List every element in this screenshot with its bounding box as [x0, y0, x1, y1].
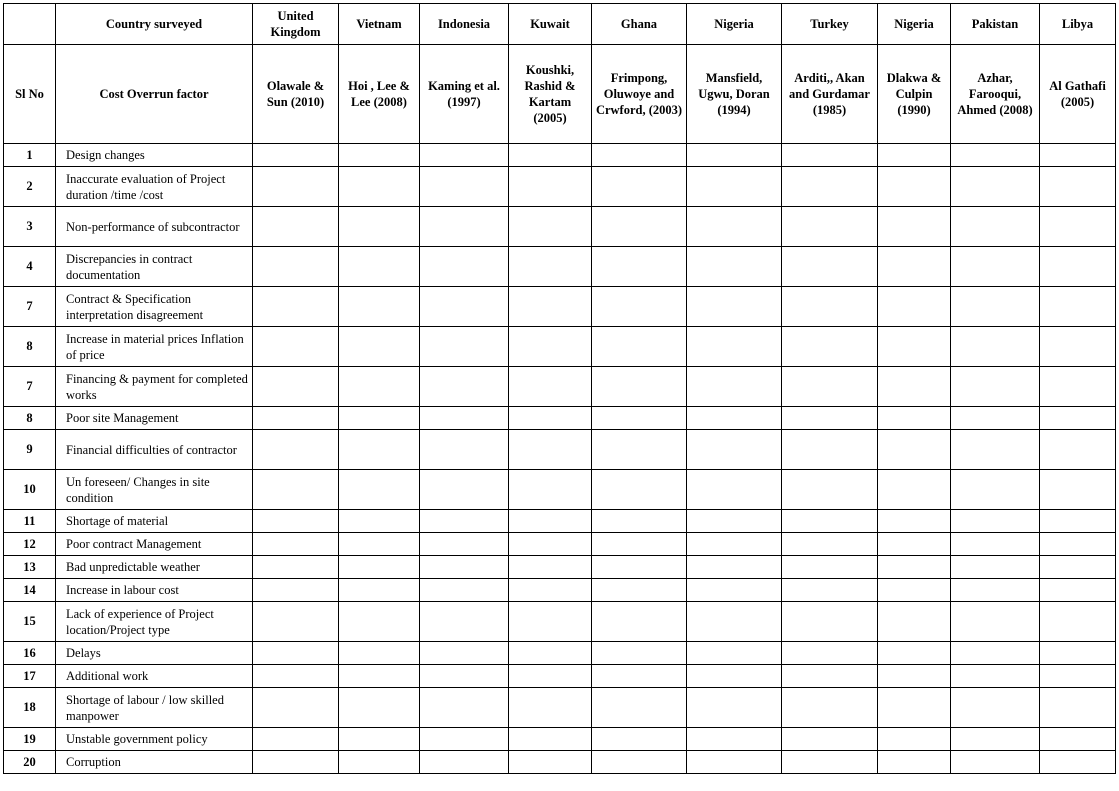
empty-cell — [687, 510, 782, 533]
factor-cell: Increase in material prices Inflation of price — [56, 327, 253, 367]
empty-cell — [420, 688, 509, 728]
country-header: Vietnam — [339, 4, 420, 45]
country-header: Indonesia — [420, 4, 509, 45]
empty-cell — [339, 287, 420, 327]
empty-cell — [1040, 510, 1116, 533]
empty-cell — [951, 327, 1040, 367]
empty-cell — [687, 688, 782, 728]
country-header: Ghana — [592, 4, 687, 45]
empty-cell — [509, 579, 592, 602]
empty-cell — [687, 287, 782, 327]
document-page — [3, 3, 1116, 774]
empty-cell — [592, 728, 687, 751]
empty-cell — [1040, 556, 1116, 579]
author-header: Frimpong, Oluwoye and Crwford, (2003) — [592, 45, 687, 144]
empty-cell — [253, 579, 339, 602]
factor-cell: Discrepancies in contract documentation — [56, 247, 253, 287]
empty-cell — [878, 688, 951, 728]
empty-cell — [687, 602, 782, 642]
empty-cell — [420, 602, 509, 642]
empty-cell — [878, 533, 951, 556]
empty-cell — [253, 327, 339, 367]
empty-cell — [253, 167, 339, 207]
author-header: Azhar, Farooqui, Ahmed (2008) — [951, 45, 1040, 144]
table-row — [4, 579, 1116, 602]
empty-cell — [687, 430, 782, 470]
empty-cell — [253, 247, 339, 287]
empty-cell — [687, 533, 782, 556]
table-row — [4, 287, 1116, 327]
row-number: 18 — [4, 688, 56, 728]
author-header: Kaming et al. (1997) — [420, 45, 509, 144]
row-number: 3 — [4, 207, 56, 247]
row-number: 1 — [4, 144, 56, 167]
empty-cell — [253, 207, 339, 247]
factor-cell: Poor contract Management — [56, 533, 253, 556]
empty-cell — [509, 470, 592, 510]
empty-cell — [420, 470, 509, 510]
empty-cell — [782, 533, 878, 556]
factor-cell: Non-performance of subcontractor — [56, 207, 253, 247]
empty-cell — [592, 367, 687, 407]
row-number: 13 — [4, 556, 56, 579]
empty-cell — [339, 144, 420, 167]
factor-cell: Shortage of material — [56, 510, 253, 533]
empty-cell — [687, 728, 782, 751]
table-row — [4, 642, 1116, 665]
empty-cell — [339, 247, 420, 287]
empty-cell — [878, 751, 951, 774]
country-header: Turkey — [782, 4, 878, 45]
empty-cell — [782, 167, 878, 207]
factor-cell: Inaccurate evaluation of Project duration /time /cost — [56, 167, 253, 207]
empty-cell — [509, 327, 592, 367]
empty-cell — [878, 367, 951, 407]
empty-cell — [339, 367, 420, 407]
empty-cell — [1040, 247, 1116, 287]
empty-cell — [951, 430, 1040, 470]
empty-cell — [687, 407, 782, 430]
empty-cell — [339, 167, 420, 207]
table-row — [4, 247, 1116, 287]
table-row — [4, 207, 1116, 247]
empty-cell — [420, 510, 509, 533]
country-header-row — [4, 4, 1116, 45]
author-header: Mansfield, Ugwu, Doran (1994) — [687, 45, 782, 144]
empty-cell — [878, 728, 951, 751]
author-header: Olawale & Sun (2010) — [253, 45, 339, 144]
empty-cell — [420, 556, 509, 579]
empty-cell — [592, 688, 687, 728]
empty-cell — [509, 602, 592, 642]
empty-cell — [951, 642, 1040, 665]
blank-header-cell — [4, 4, 56, 45]
empty-cell — [878, 287, 951, 327]
empty-cell — [509, 751, 592, 774]
empty-cell — [687, 556, 782, 579]
empty-cell — [592, 247, 687, 287]
table-row — [4, 144, 1116, 167]
empty-cell — [253, 470, 339, 510]
empty-cell — [878, 470, 951, 510]
empty-cell — [1040, 728, 1116, 751]
empty-cell — [878, 327, 951, 367]
empty-cell — [420, 407, 509, 430]
empty-cell — [782, 665, 878, 688]
factor-cell: Corruption — [56, 751, 253, 774]
table-row — [4, 167, 1116, 207]
empty-cell — [339, 642, 420, 665]
row-number: 15 — [4, 602, 56, 642]
empty-cell — [592, 533, 687, 556]
empty-cell — [253, 556, 339, 579]
author-header-row — [4, 45, 1116, 144]
row-number: 20 — [4, 751, 56, 774]
empty-cell — [1040, 287, 1116, 327]
empty-cell — [253, 602, 339, 642]
empty-cell — [782, 327, 878, 367]
empty-cell — [339, 510, 420, 533]
empty-cell — [592, 167, 687, 207]
empty-cell — [1040, 327, 1116, 367]
empty-cell — [878, 602, 951, 642]
empty-cell — [1040, 579, 1116, 602]
empty-cell — [1040, 207, 1116, 247]
empty-cell — [951, 470, 1040, 510]
empty-cell — [687, 247, 782, 287]
empty-cell — [687, 167, 782, 207]
empty-cell — [339, 751, 420, 774]
factor-cell: Shortage of labour / low skilled manpower — [56, 688, 253, 728]
empty-cell — [339, 207, 420, 247]
empty-cell — [592, 556, 687, 579]
empty-cell — [592, 510, 687, 533]
empty-cell — [253, 144, 339, 167]
empty-cell — [1040, 470, 1116, 510]
empty-cell — [253, 367, 339, 407]
row-number: 10 — [4, 470, 56, 510]
empty-cell — [339, 665, 420, 688]
empty-cell — [1040, 367, 1116, 407]
table-row — [4, 556, 1116, 579]
empty-cell — [878, 407, 951, 430]
empty-cell — [509, 728, 592, 751]
country-header: Libya — [1040, 4, 1116, 45]
empty-cell — [782, 642, 878, 665]
empty-cell — [782, 470, 878, 510]
empty-cell — [951, 407, 1040, 430]
empty-cell — [420, 751, 509, 774]
empty-cell — [951, 167, 1040, 207]
empty-cell — [592, 287, 687, 327]
factor-cell: Poor site Management — [56, 407, 253, 430]
row-number: 19 — [4, 728, 56, 751]
row-number: 4 — [4, 247, 56, 287]
empty-cell — [592, 207, 687, 247]
empty-cell — [339, 602, 420, 642]
empty-cell — [1040, 642, 1116, 665]
empty-cell — [782, 430, 878, 470]
row-number: 8 — [4, 407, 56, 430]
table-row — [4, 407, 1116, 430]
table-row — [4, 751, 1116, 774]
empty-cell — [339, 533, 420, 556]
empty-cell — [878, 556, 951, 579]
empty-cell — [782, 728, 878, 751]
factor-cell: Bad unpredictable weather — [56, 556, 253, 579]
empty-cell — [592, 579, 687, 602]
cost-overrun-factor-header: Cost Overrun factor — [56, 45, 253, 144]
empty-cell — [951, 510, 1040, 533]
factor-cell: Delays — [56, 642, 253, 665]
row-number: 7 — [4, 287, 56, 327]
empty-cell — [420, 144, 509, 167]
empty-cell — [951, 247, 1040, 287]
author-header: Arditi,, Akan and Gurdamar (1985) — [782, 45, 878, 144]
row-number: 2 — [4, 167, 56, 207]
empty-cell — [592, 751, 687, 774]
empty-cell — [509, 556, 592, 579]
factor-cell: Lack of experience of Project location/Project type — [56, 602, 253, 642]
empty-cell — [878, 430, 951, 470]
empty-cell — [1040, 167, 1116, 207]
empty-cell — [420, 642, 509, 665]
empty-cell — [339, 327, 420, 367]
empty-cell — [420, 207, 509, 247]
empty-cell — [509, 510, 592, 533]
empty-cell — [253, 430, 339, 470]
empty-cell — [253, 751, 339, 774]
table-row — [4, 728, 1116, 751]
empty-cell — [878, 144, 951, 167]
empty-cell — [339, 688, 420, 728]
empty-cell — [339, 470, 420, 510]
empty-cell — [951, 367, 1040, 407]
empty-cell — [878, 665, 951, 688]
empty-cell — [339, 407, 420, 430]
empty-cell — [782, 287, 878, 327]
empty-cell — [687, 327, 782, 367]
table-header — [4, 4, 1116, 144]
empty-cell — [509, 533, 592, 556]
table-row — [4, 602, 1116, 642]
empty-cell — [1040, 602, 1116, 642]
empty-cell — [782, 247, 878, 287]
empty-cell — [253, 688, 339, 728]
empty-cell — [592, 407, 687, 430]
empty-cell — [782, 510, 878, 533]
empty-cell — [687, 144, 782, 167]
empty-cell — [420, 167, 509, 207]
empty-cell — [1040, 533, 1116, 556]
empty-cell — [592, 470, 687, 510]
table-row — [4, 367, 1116, 407]
empty-cell — [592, 430, 687, 470]
factor-cell: Design changes — [56, 144, 253, 167]
empty-cell — [951, 688, 1040, 728]
author-header: Hoi , Lee & Lee (2008) — [339, 45, 420, 144]
empty-cell — [878, 642, 951, 665]
empty-cell — [951, 144, 1040, 167]
empty-cell — [687, 207, 782, 247]
empty-cell — [951, 207, 1040, 247]
sl-no-header: Sl No — [4, 45, 56, 144]
factor-cell: Additional work — [56, 665, 253, 688]
table-row — [4, 430, 1116, 470]
table-row — [4, 665, 1116, 688]
empty-cell — [339, 728, 420, 751]
table-row — [4, 688, 1116, 728]
empty-cell — [420, 665, 509, 688]
empty-cell — [951, 579, 1040, 602]
country-header: Nigeria — [687, 4, 782, 45]
empty-cell — [782, 367, 878, 407]
row-number: 8 — [4, 327, 56, 367]
empty-cell — [951, 665, 1040, 688]
empty-cell — [509, 207, 592, 247]
factor-cell: Contract & Specification interpretation disagreement — [56, 287, 253, 327]
empty-cell — [253, 287, 339, 327]
row-number: 14 — [4, 579, 56, 602]
empty-cell — [1040, 751, 1116, 774]
empty-cell — [782, 579, 878, 602]
empty-cell — [782, 751, 878, 774]
row-number: 12 — [4, 533, 56, 556]
empty-cell — [687, 470, 782, 510]
empty-cell — [253, 407, 339, 430]
country-header: Pakistan — [951, 4, 1040, 45]
author-header: Al Gathafi (2005) — [1040, 45, 1116, 144]
empty-cell — [420, 579, 509, 602]
country-header: Kuwait — [509, 4, 592, 45]
empty-cell — [509, 407, 592, 430]
cost-overrun-table — [3, 3, 1116, 774]
empty-cell — [687, 665, 782, 688]
row-number: 7 — [4, 367, 56, 407]
empty-cell — [420, 327, 509, 367]
empty-cell — [420, 533, 509, 556]
empty-cell — [878, 510, 951, 533]
empty-cell — [253, 533, 339, 556]
empty-cell — [878, 207, 951, 247]
empty-cell — [878, 579, 951, 602]
empty-cell — [951, 728, 1040, 751]
factor-cell: Increase in labour cost — [56, 579, 253, 602]
empty-cell — [687, 579, 782, 602]
row-number: 11 — [4, 510, 56, 533]
empty-cell — [687, 367, 782, 407]
empty-cell — [782, 556, 878, 579]
table-body — [4, 144, 1116, 774]
empty-cell — [1040, 144, 1116, 167]
factor-cell: Unstable government policy — [56, 728, 253, 751]
empty-cell — [509, 247, 592, 287]
empty-cell — [878, 247, 951, 287]
empty-cell — [782, 602, 878, 642]
country-header: United Kingdom — [253, 4, 339, 45]
empty-cell — [509, 144, 592, 167]
empty-cell — [1040, 688, 1116, 728]
row-number: 16 — [4, 642, 56, 665]
empty-cell — [878, 167, 951, 207]
author-header: Dlakwa & Culpin (1990) — [878, 45, 951, 144]
empty-cell — [951, 533, 1040, 556]
empty-cell — [420, 367, 509, 407]
table-row — [4, 533, 1116, 556]
empty-cell — [951, 602, 1040, 642]
empty-cell — [339, 579, 420, 602]
empty-cell — [253, 728, 339, 751]
empty-cell — [782, 207, 878, 247]
empty-cell — [509, 287, 592, 327]
empty-cell — [592, 665, 687, 688]
table-row — [4, 470, 1116, 510]
empty-cell — [687, 751, 782, 774]
table-row — [4, 327, 1116, 367]
author-header: Koushki, Rashid & Kartam (2005) — [509, 45, 592, 144]
factor-cell: Financial difficulties of contractor — [56, 430, 253, 470]
row-number: 17 — [4, 665, 56, 688]
empty-cell — [339, 556, 420, 579]
empty-cell — [1040, 407, 1116, 430]
empty-cell — [782, 688, 878, 728]
row-number: 9 — [4, 430, 56, 470]
factor-cell: Un foreseen/ Changes in site condition — [56, 470, 253, 510]
empty-cell — [420, 430, 509, 470]
empty-cell — [509, 642, 592, 665]
empty-cell — [420, 287, 509, 327]
empty-cell — [592, 327, 687, 367]
empty-cell — [782, 144, 878, 167]
empty-cell — [687, 642, 782, 665]
empty-cell — [509, 688, 592, 728]
empty-cell — [420, 728, 509, 751]
empty-cell — [420, 247, 509, 287]
empty-cell — [592, 642, 687, 665]
empty-cell — [253, 510, 339, 533]
empty-cell — [509, 167, 592, 207]
empty-cell — [592, 602, 687, 642]
empty-cell — [339, 430, 420, 470]
empty-cell — [1040, 430, 1116, 470]
empty-cell — [592, 144, 687, 167]
empty-cell — [253, 642, 339, 665]
empty-cell — [253, 665, 339, 688]
empty-cell — [1040, 665, 1116, 688]
empty-cell — [951, 556, 1040, 579]
empty-cell — [951, 287, 1040, 327]
empty-cell — [509, 367, 592, 407]
empty-cell — [951, 751, 1040, 774]
country-surveyed-header: Country surveyed — [56, 4, 253, 45]
empty-cell — [509, 665, 592, 688]
table-row — [4, 510, 1116, 533]
empty-cell — [782, 407, 878, 430]
country-header: Nigeria — [878, 4, 951, 45]
factor-cell: Financing & payment for completed works — [56, 367, 253, 407]
empty-cell — [509, 430, 592, 470]
